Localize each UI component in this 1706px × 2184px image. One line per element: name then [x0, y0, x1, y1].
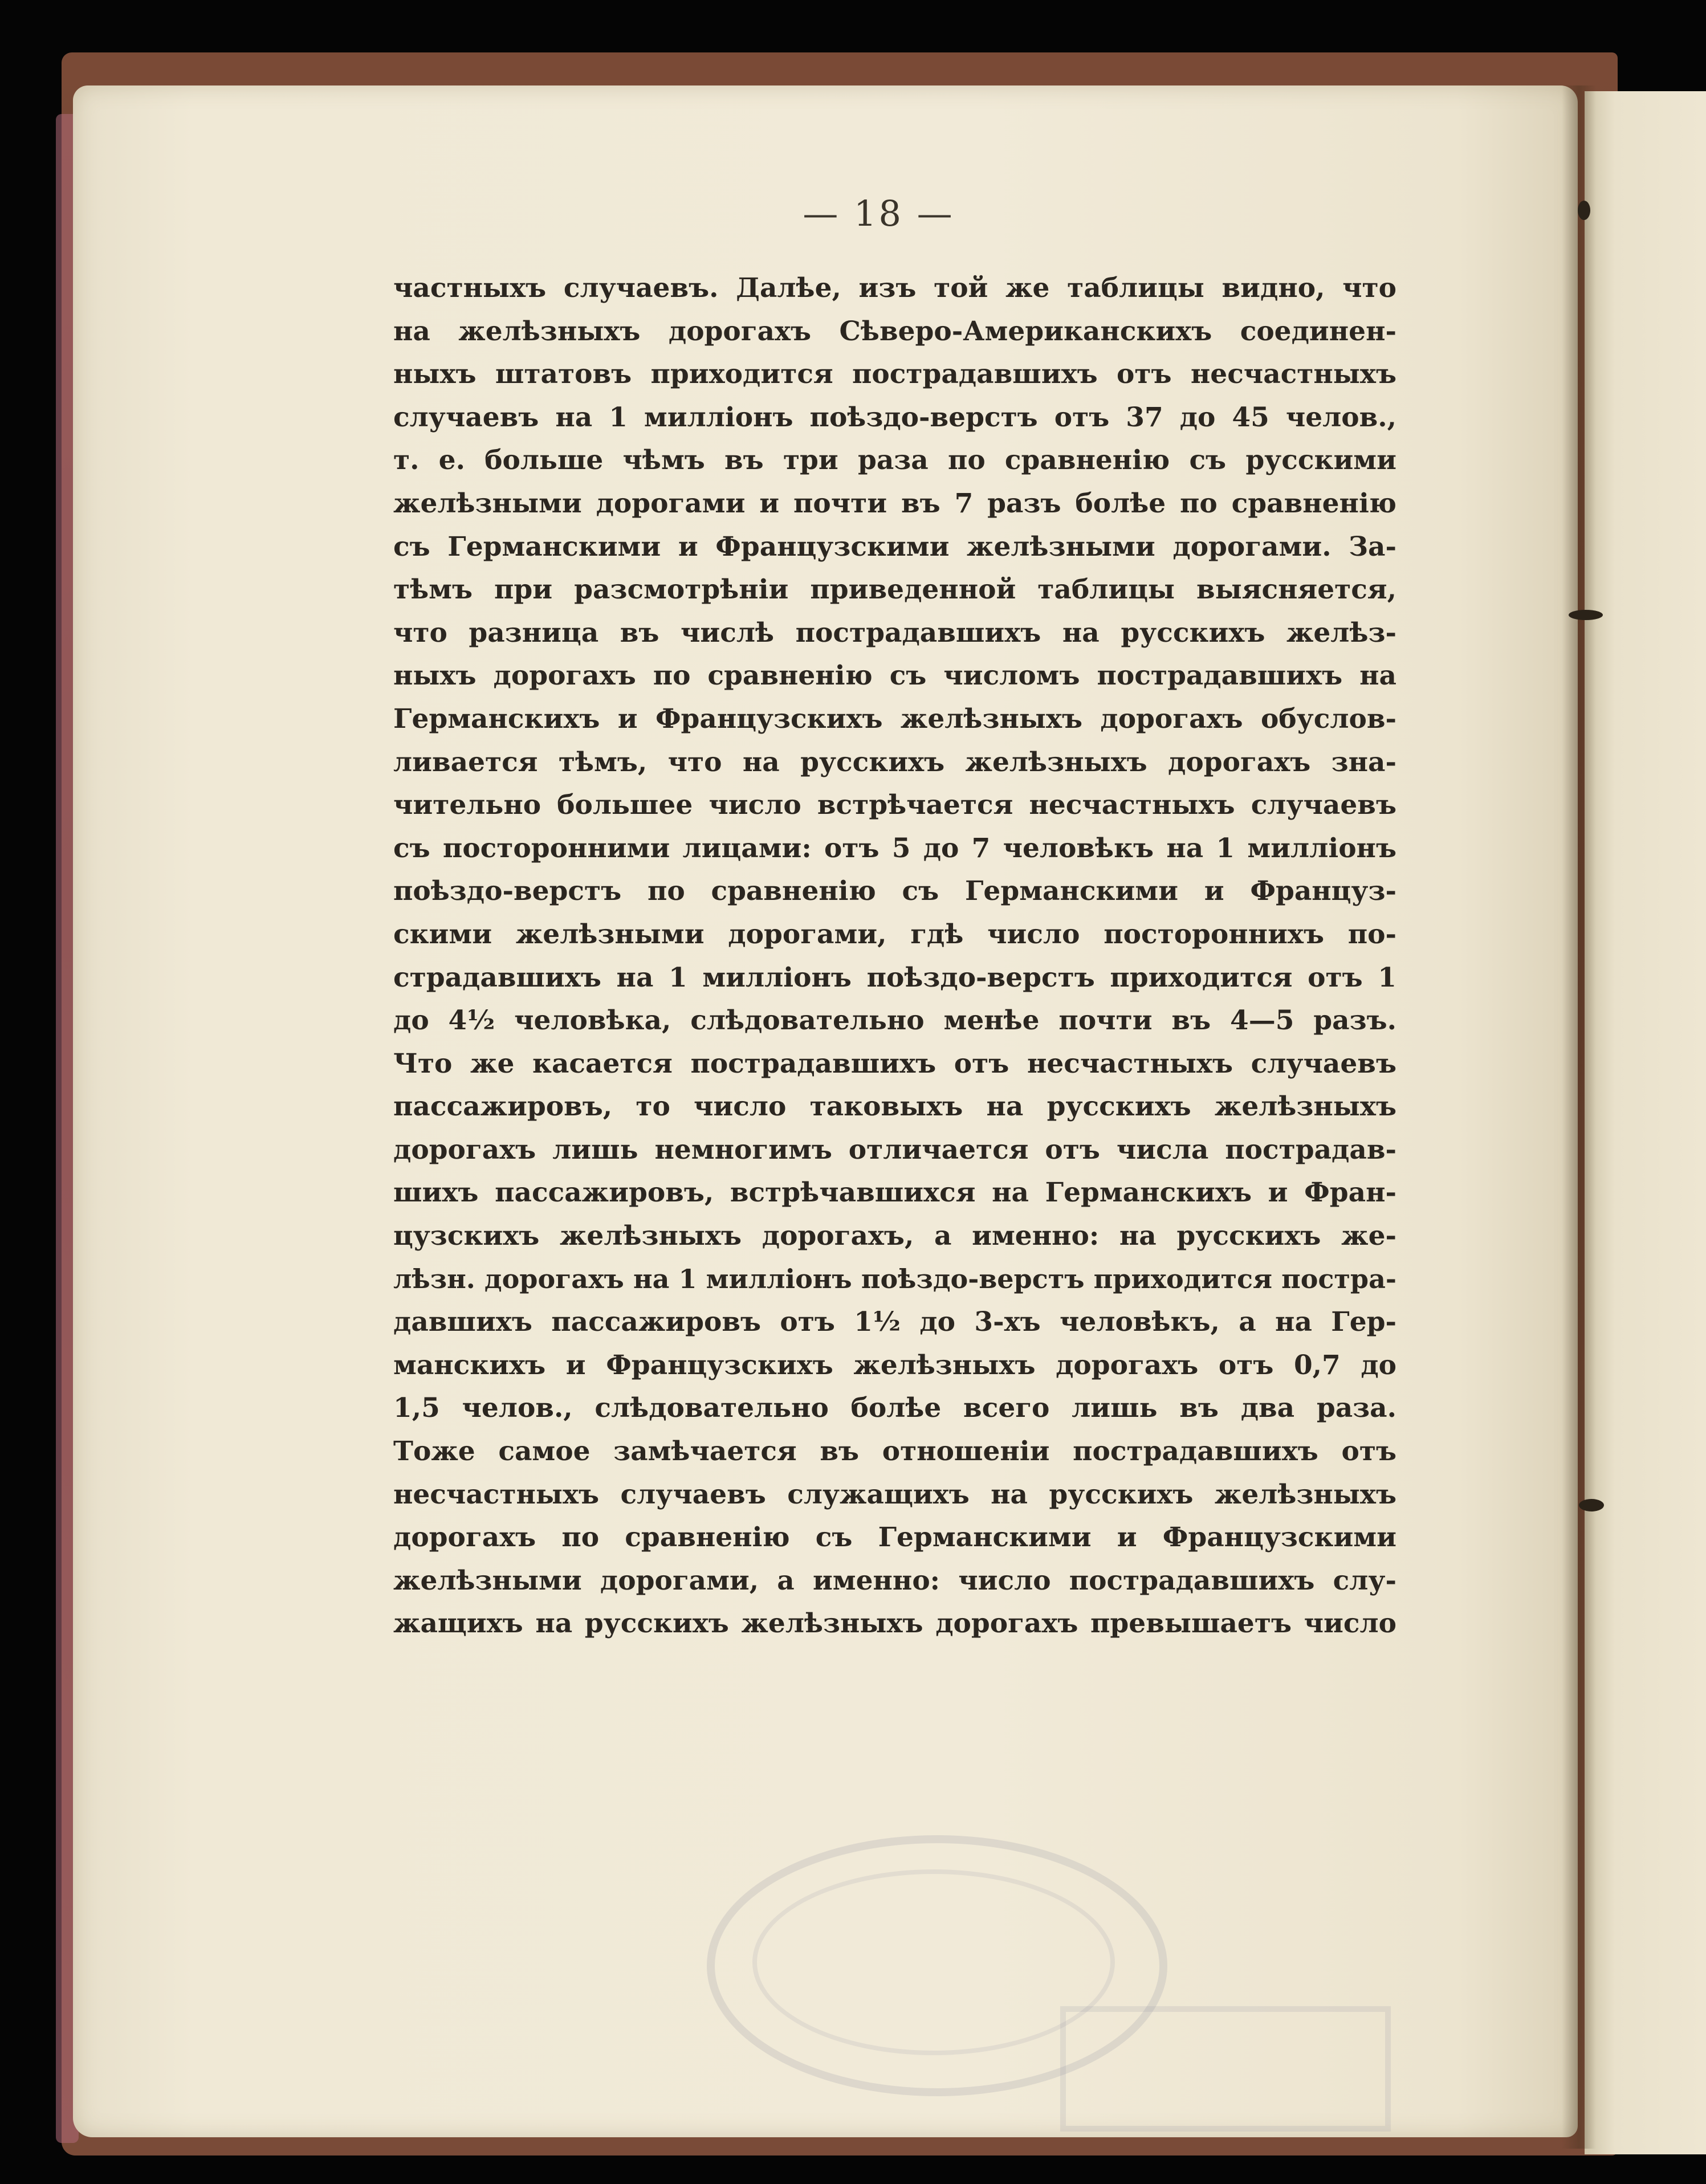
text-line: ныхъ штатовъ приходится пострадавшихъ отъ несчастныхъ [393, 358, 1396, 390]
facing-page-edge [1585, 91, 1706, 2154]
text-line: тѣмъ при разсмотрѣніи приведенной таблицы выясняется, [393, 574, 1396, 606]
body-text [393, 267, 1396, 1645]
text-line: т. е. больше чѣмъ въ три раза по сравненію съ русскими [393, 445, 1396, 476]
binding-thread-mark [1579, 1499, 1604, 1511]
text-line: съ посторонними лицами: отъ 5 до 7 человѣкъ на 1 милліонъ [393, 832, 1396, 864]
text-line: Тоже самое замѣчается въ отношеніи пострадавшихъ отъ [393, 1436, 1396, 1468]
text-line: что разница въ числѣ пострадавшихъ на русскихъ желѣз- [393, 617, 1396, 649]
text-line: желѣзными дорогами и почти въ 7 разъ болѣе по сравненію [393, 487, 1396, 519]
text-line: случаевъ на 1 милліонъ поѣздо-верстъ отъ 37 до 45 челов., [393, 401, 1396, 433]
text-line: Германскихъ и Французскихъ желѣзныхъ дорогахъ обуслов- [393, 703, 1396, 735]
binding-thread-mark [1569, 610, 1603, 620]
text-line: до 4½ человѣка, слѣдовательно менѣе почти въ 4—5 разъ. [393, 1005, 1396, 1037]
text-line: пассажировъ, то число таковыхъ на русскихъ желѣзныхъ [393, 1091, 1396, 1123]
text-line: дорогахъ лишь немногимъ отличается отъ числа пострадав- [393, 1134, 1396, 1166]
text-line: несчастныхъ случаевъ служащихъ на русскихъ желѣзныхъ [393, 1478, 1396, 1510]
text-line: поѣздо-верстъ по сравненію съ Германскими и Француз- [393, 875, 1396, 907]
text-line: ныхъ дорогахъ по сравненію съ числомъ пострадавшихъ на [393, 660, 1396, 692]
text-line: цузскихъ желѣзныхъ дорогахъ, а именно: на русскихъ же- [393, 1220, 1396, 1252]
page-number: — 18 — [803, 193, 955, 234]
text-line: жащихъ на русскихъ желѣзныхъ дорогахъ превышаетъ число [393, 1608, 1396, 1640]
text-line: страдавшихъ на 1 милліонъ поѣздо-верстъ приходится отъ 1 [393, 961, 1396, 993]
library-stamp-box [1060, 2006, 1391, 2132]
text-line: дорогахъ по сравненію съ Германскими и Французскими [393, 1522, 1396, 1554]
text-line: ливается тѣмъ, что на русскихъ желѣзныхъ дорогахъ зна- [393, 746, 1396, 778]
text-line: Что же касается пострадавшихъ отъ несчастныхъ случаевъ [393, 1048, 1396, 1079]
text-line: частныхъ случаевъ. Далѣе, изъ той же таблицы видно, что [393, 272, 1396, 304]
text-line: скими желѣзными дорогами, гдѣ число постороннихъ по- [393, 918, 1396, 950]
text-line: чительно большее число встрѣчается несчастныхъ случаевъ [393, 789, 1396, 821]
text-line: лѣзн. дорогахъ на 1 милліонъ поѣздо-верстъ приходится постра- [393, 1263, 1396, 1294]
text-line: на желѣзныхъ дорогахъ Сѣверо-Американскихъ соединен- [393, 315, 1396, 347]
text-line: давшихъ пассажировъ отъ 1½ до 3-хъ человѣкъ, а на Гер- [393, 1306, 1396, 1338]
text-line: манскихъ и Французскихъ желѣзныхъ дорогахъ отъ 0,7 до [393, 1349, 1396, 1381]
text-line: съ Германскими и Французскими желѣзными дорогами. За- [393, 531, 1396, 563]
text-line: 1,5 челов., слѣдовательно болѣе всего лишь въ два раза. [393, 1392, 1396, 1424]
text-line: шихъ пассажировъ, встрѣчавшихся на Германскихъ и Фран- [393, 1177, 1396, 1209]
text-line: желѣзными дорогами, а именно: число пострадавшихъ слу- [393, 1564, 1396, 1596]
page-gutter [1562, 85, 1596, 2149]
